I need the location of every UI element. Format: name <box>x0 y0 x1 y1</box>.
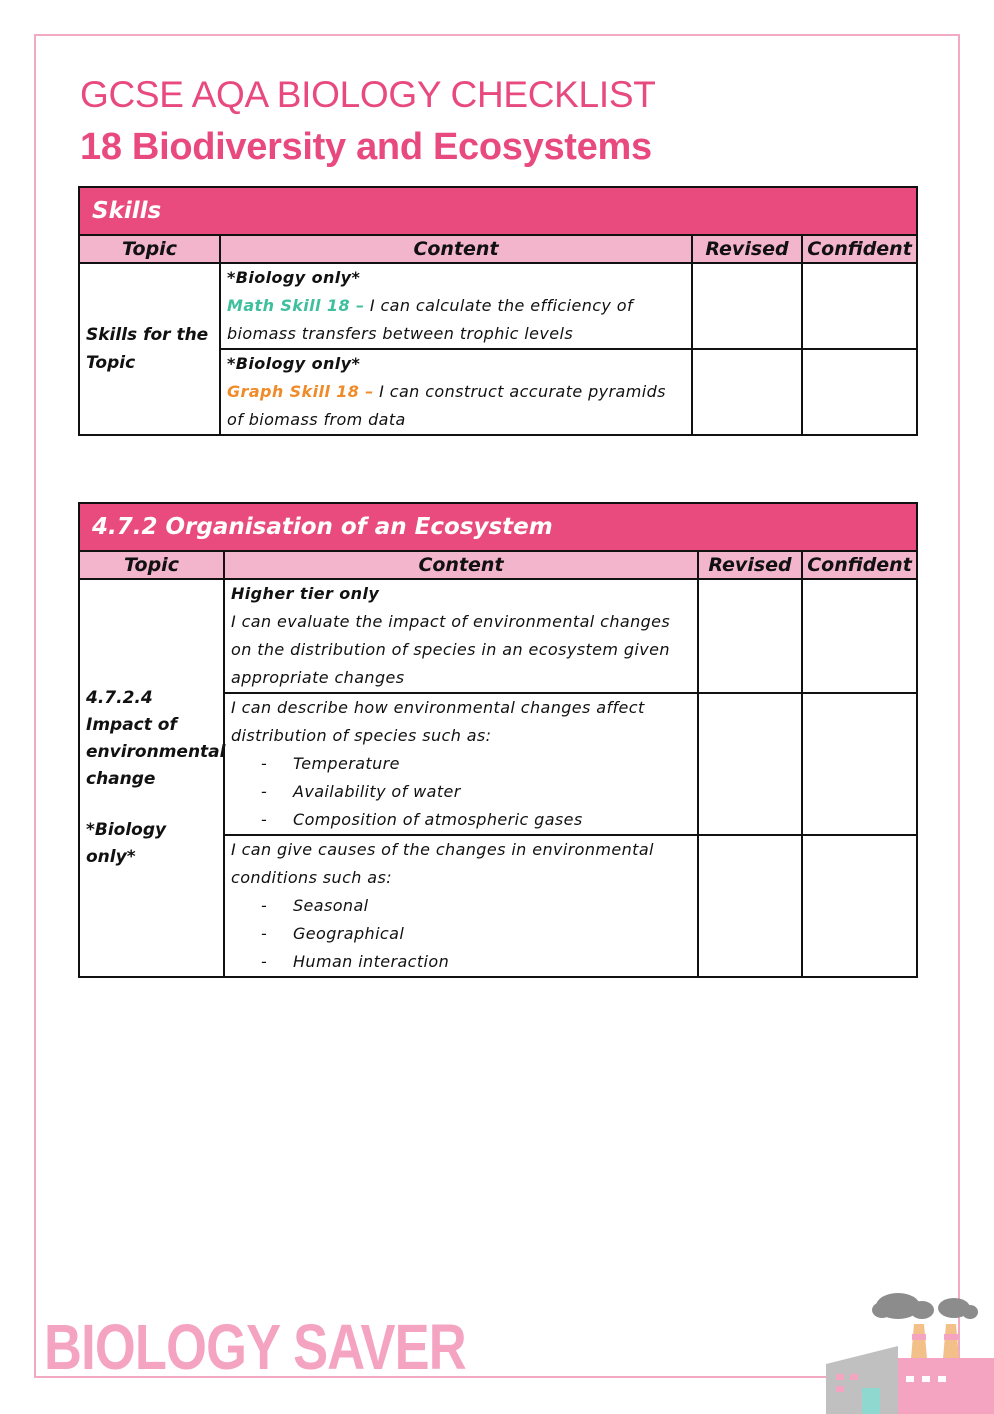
topic-line: environmental <box>86 742 226 762</box>
content-text: I can evaluate the impact of environmental changes on the distribution of species in an ecosystem given appropriate changes <box>231 612 671 687</box>
content-row-causes <box>224 835 698 977</box>
col-content: Content <box>224 551 698 579</box>
confident-checkbox[interactable] <box>802 263 917 349</box>
list-item: - Availability of water <box>261 782 461 801</box>
ecosystem-topic-cell <box>79 579 224 977</box>
content-row-describe <box>224 693 698 835</box>
revised-checkbox[interactable] <box>692 263 802 349</box>
skills-heading: Skills <box>79 187 917 235</box>
col-topic: Topic <box>79 551 224 579</box>
biology-only-tag: *Biology only* <box>227 354 361 373</box>
content-text: I can give causes of the changes in environmental conditions such as: <box>231 840 654 887</box>
skills-table <box>78 186 918 436</box>
graph-skill-label: Graph Skill 18 – <box>227 382 374 401</box>
graph-skill-text: I can construct accurate pyramids of biomass from data <box>227 382 666 429</box>
revised-checkbox[interactable] <box>692 349 802 435</box>
revised-checkbox[interactable] <box>698 835 802 977</box>
col-revised: Revised <box>692 235 802 263</box>
confident-checkbox[interactable] <box>802 835 917 977</box>
math-skill-text: I can calculate the efficiency of biomass transfers between trophic levels <box>227 296 634 343</box>
col-confident: Confident <box>802 551 917 579</box>
topic-line: change <box>86 769 156 789</box>
confident-checkbox[interactable] <box>802 579 917 693</box>
revised-checkbox[interactable] <box>698 579 802 693</box>
topic-line: Impact of <box>86 715 177 735</box>
col-revised: Revised <box>698 551 802 579</box>
content-row-evaluate <box>224 579 698 693</box>
col-topic: Topic <box>79 235 220 263</box>
list-item: - Composition of atmospheric gases <box>261 810 583 829</box>
higher-tier-tag: Higher tier only <box>231 584 380 603</box>
col-confident: Confident <box>802 235 917 263</box>
page-subtitle: 18 Biodiversity and Ecosystems <box>80 126 652 168</box>
math-skill-label: Math Skill 18 – <box>227 296 365 315</box>
ecosystem-table <box>78 502 918 978</box>
col-content: Content <box>220 235 692 263</box>
factory-icon <box>826 1290 994 1414</box>
ecosystem-heading: 4.7.2 Organisation of an Ecosystem <box>79 503 917 551</box>
content-text: I can describe how environmental changes affect distribution of species such as: <box>231 698 645 745</box>
skill-row-math <box>220 263 692 349</box>
biology-saver-logo: BIOLOGY SAVER <box>44 1311 466 1383</box>
list-item: - Geographical <box>261 924 405 943</box>
skills-topic-cell: Skills for the Topic <box>79 263 220 435</box>
page-title: GCSE AQA BIOLOGY CHECKLIST <box>80 74 656 115</box>
skill-row-graph <box>220 349 692 435</box>
biology-only-tag: *Biology only* <box>86 820 167 867</box>
confident-checkbox[interactable] <box>802 349 917 435</box>
topic-code: 4.7.2.4 <box>86 688 153 708</box>
list-item: - Temperature <box>261 754 400 773</box>
revised-checkbox[interactable] <box>698 693 802 835</box>
biology-only-tag: *Biology only* <box>227 268 361 287</box>
list-item: - Seasonal <box>261 896 369 915</box>
list-item: - Human interaction <box>261 952 450 971</box>
confident-checkbox[interactable] <box>802 693 917 835</box>
